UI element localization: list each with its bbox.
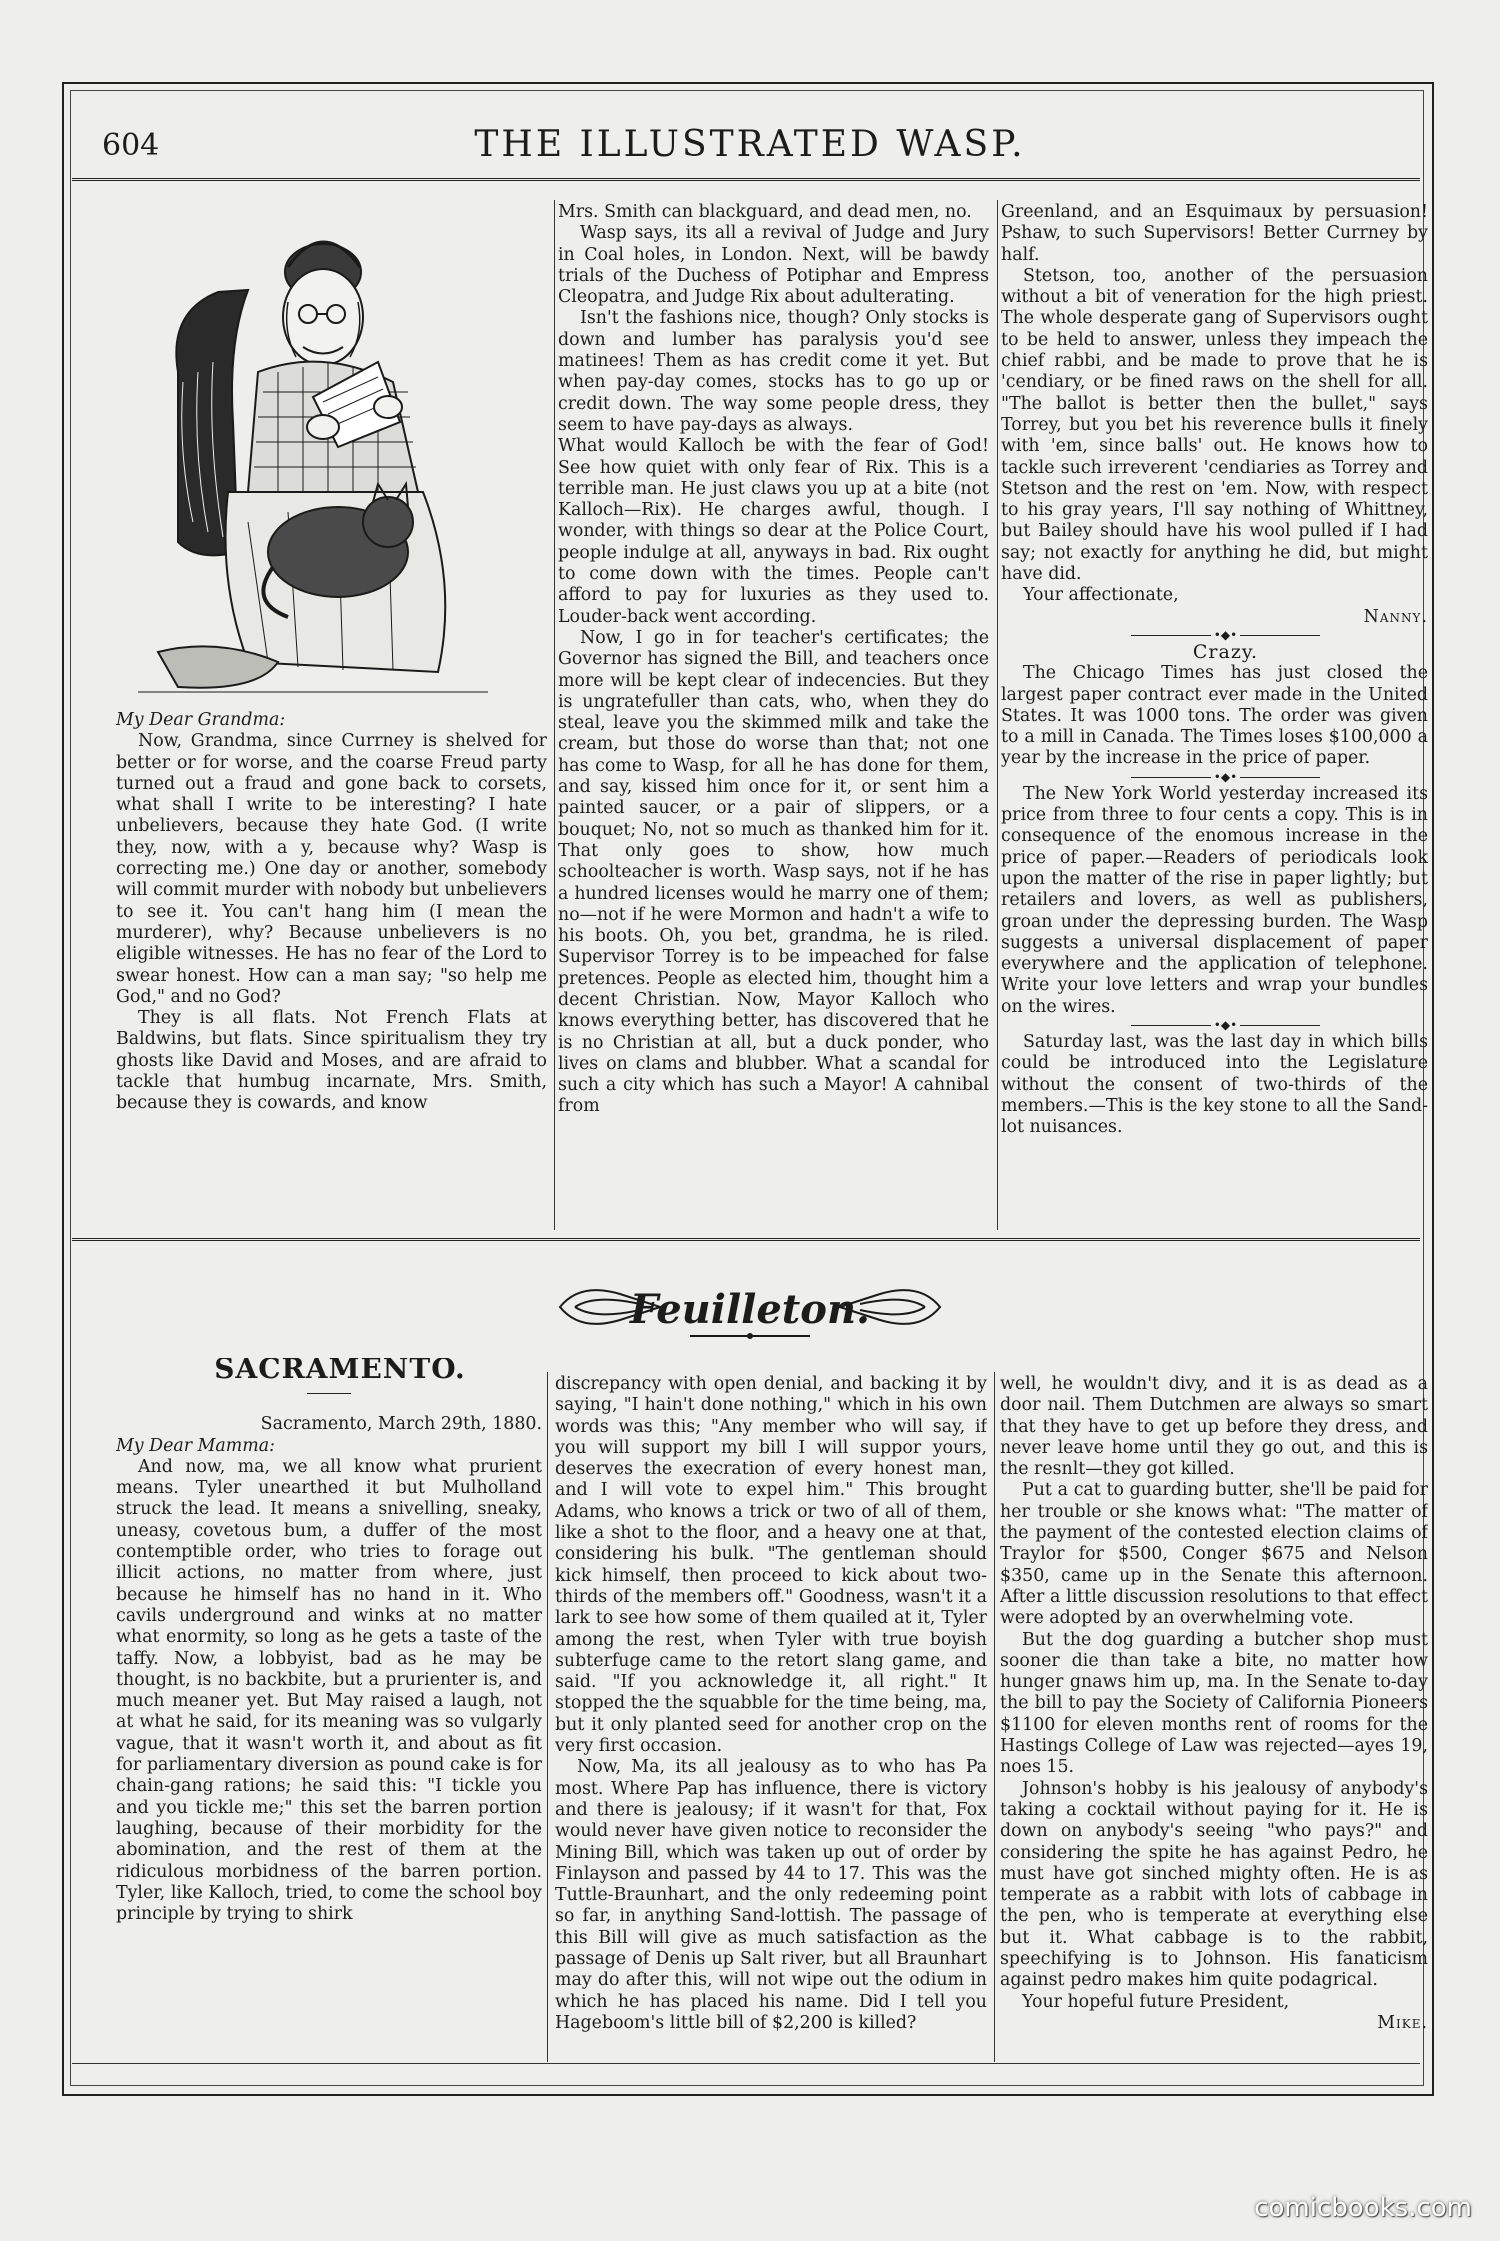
paragraph: Johnson's hobby is his jealousy of anybody's taking a cocktail without paying for it. He is down on anybody's seeing "who pays?" and considering the spite he has against Pedro, he must have got sinched mighty often. He is as temperate as a rabbit with lots of cabbage in the pen, who is temperate at everything else but it. What cabbage is to the rabbit, speechifying is to Johnson. His fanaticism against pedro makes him quite podagrical.: [1000, 1778, 1428, 1991]
sacramento-heading: SACRAMENTO.: [214, 1358, 466, 1385]
paragraph: Now, I go in for teacher's certificates; the Governor has signed the Bill, and teachers once more will be kept clear of indecencies. But they is ungratefuller than cats, who, when they do steal, leave you the skimmed milk and take the cream, but those do worse than that; not one has come to Wasp, for all he has done for them, and say, kissed him once for it, or sent him a painted saucer, or a pair of slippers, or a bouquet; No, not so much as thanked him for it. That only goes to show, how much schoolteacher is worth. Wasp says, not if he has a hundred licenses would he marry one of them; no—not if he were Mormon and hadn't a wife to his boots. Oh, you bet, grandma, he is riled. Supervisor Torrey is to be impeached for false pretences. People as elected him, thought him a decent Christian. Now, Mayor Kalloch who knows everything better, has discovered that he is no Christian at all, but a duck ponder, who lives on clams and blubber. What a scandal for such a city which has such a Mayor! A cahnibal from: [558, 627, 989, 1117]
column-rule-2: [997, 200, 998, 1230]
paragraph: Put a cat to guarding butter, she'll be paid for her trouble or she knows what: "The matter of the payment of the contested election claims of Traylor for $500, Conger $675 and Nelson $350, came up in the Senate this afternoon. After a little discussion resolutions to that effect were adopted by an overwhelming vote.: [1000, 1480, 1428, 1629]
top-column-1: [116, 710, 547, 1230]
section-rule: [72, 1238, 1420, 1241]
ornamental-divider: •◆•: [1001, 770, 1428, 784]
paragraph: The Chicago Times has just closed the largest paper contract ever made in the United States. It was 1000 tons. The order was given to a mill in Canada. The Times loses $100,000 a year by the increase in the price of paper.: [1001, 663, 1428, 769]
column-rule-1: [554, 200, 555, 1230]
salutation: My Dear Grandma:: [116, 710, 286, 730]
bottom-column-3: [1000, 1374, 1428, 2060]
paragraph: well, he wouldn't divy, and it is as dead as a door nail. Them Dutchmen are always so smart that they have to get up before they dress, and never leave home until they go out, and this is the resnlt—they got killed.: [1000, 1374, 1428, 1480]
feuilleton-title: Feuilleton.: [630, 1286, 870, 1333]
dateline: Sacramento, March 29th, 1880.: [260, 1414, 542, 1435]
page-number: 604: [102, 128, 160, 163]
closing: Your hopeful future President,: [1022, 1991, 1290, 2012]
bottom-column-2: [555, 1374, 987, 2060]
header-rule: [72, 178, 1420, 181]
paragraph: Now, Grandma, since Currney is shelved for better or for worse, and the coarse Freud party turned out a fraud and gone back to corsets, what shall I write to be interesting? I hate unbelievers, because they hate God. (I write they, now, with a y, because why? Wasp is correcting me.) One day or another, somebody will commit murder with nobody but unbelievers to see it. You can't hang him (I mean the murderer), why? Because unbelievers is no eligible witnesses. He has no fear of the Lord to swear honest. How can a man say; "so help me God," and no God?: [116, 731, 547, 1007]
paragraph: Mrs. Smith can blackguard, and dead men, no.: [558, 202, 972, 222]
column-rule-3: [547, 1372, 548, 2062]
grandmother-illustration: [138, 222, 488, 700]
paragraph: And now, ma, we all know what prurient means. Tyler unearthed it but Mulholland struck the lead. It means a snivelling, sneaky, uneasy, covetous bum, a duffer of the most contemptible order, who tries to forage out illicit actions, no matter from where, just because he himself has no hand in it. Who cavils underground and winks at no matter what enormity, so long as he gets a taste of the taffy. Now, a lobbyist, bad as he may be thought, is no backbite, but a prurienter is, and much meaner yet. But May raised a laugh, not at what he said, for its meaning was so vulgarly vague, that it wasn't worth it, and about as fit for parliamentary diversion as pound cake is for chain-gang rations; he said this: "I tickle you and you tickle me;" this set the barren portion laughing, because of their morbidity for the abomination, and the rest of them at the ridiculous morbidness of the barren portion. Tyler, like Kalloch, tried, to come the school boy principle by trying to shirk: [116, 1456, 542, 1925]
signature: Nanny.: [1363, 606, 1428, 627]
paragraph: Greenland, and an Esquimaux by persuasion! Pshaw, to such Supervisors! Better Currney by half.: [1001, 202, 1428, 265]
feuilleton-banner: [550, 1272, 950, 1342]
heading-rule: [307, 1393, 351, 1394]
paragraph: What would Kalloch be with the fear of God! See how quiet with only fear of Rix. This is a terrible man. He just claws you up at a bite (not Kalloch—Rix). He charges awful, though. I wonder, with things so dear at the Police Court, people indulge at all, anyways in bad. Rix ought to come down with the times. People can't afford to pay for luxuries as they used to. Louder-back went according.: [558, 436, 989, 627]
paragraph: Isn't the fashions nice, though? Only stocks is down and lumber has paralysis you'd see matinees! Them as has credit come it yet. But when pay-day comes, stocks has to go up or credit down. The way some people dress, they seem to have pay-days as always.: [558, 308, 989, 435]
paragraph: But the dog guarding a butcher shop must sooner die than take a bite, no matter how hunger gnaws him up, ma. In the Senate to-day the bill to pay the Society of California Pioneers $1100 for eleven months rent of rooms for the Hastings College of Law was rejected—ayes 19, noes 15.: [1000, 1629, 1428, 1778]
crazy-heading: Crazy.: [1192, 640, 1259, 663]
ornamental-divider: •◆•: [1001, 1018, 1428, 1032]
closing: Your affectionate,: [1023, 585, 1179, 606]
paragraph: The New York World yesterday increased its price from three to four cents a copy. This is in consequence of the enomous increase in the price of paper.—Readers of periodicals look upon the matter of the rise in paper lightly; but retailers and lovers, as well as publishers, groan under the depressing burden. The Wasp suggests a universal displacement of paper everywhere and the application of telephone. Write your love letters and wrap your bundles on the wires.: [1001, 783, 1428, 1017]
watermark: comicbooks.com: [1254, 2193, 1472, 2223]
bottom-column-1: [116, 1358, 542, 2058]
signature: Mike.: [1377, 2012, 1428, 2033]
top-column-3: [1001, 202, 1428, 1232]
paragraph: Stetson, too, another of the persuasion without a bit of veneration for the high priest. The whole desperate gang of Supervisors ought to be held to answer, unless they impeach the chief rabbi, and be made to prove that he is 'cendiary, or be fined raws on the shell for all. "The ballot is better then the bullet," says Torrey, but you bet his reverence bulls it finely with 'em, since balls' out. He knows how to tackle such irreverent 'cendiaries as Torrey and Stetson and the rest on 'em. Now, with respect to his gray years, I'll say nothing of Whittney, but Bailey should have his wool pulled if I had say; not exactly for anything he did, but might have did.: [1001, 265, 1428, 585]
paragraph: discrepancy with open denial, and backing it by saying, "I hain't done nothing," which in his own words was this; "Any member who will say, if you will support my bill I will suppor yours, deserves the execration of every honest man, and I will vote to expel him." This brought Adams, who knows a trick or two of all of them, like a shot to the floor, and a heavy one at that, considering his bulk. "The gentleman should kick himself, then proceed to kick about two-thirds of the members off." Goodness, wasn't it a lark to see how some of them quailed at it, Tyler among the rest, when Tyler with true boyish subterfuge came to the retort slang game, and said. "If you acknowledge it, all right." It stopped the the squabble for the time being, ma, but it only planted seed for another crop on the very first occasion.: [555, 1374, 987, 1757]
paragraph: Saturday last, was the last day in which bills could be introduced into the Legislature without the consent of two-thirds of the members.—This is the key stone to all the Sand-lot nuisances.: [1001, 1031, 1428, 1138]
ornamental-divider: •◆•: [1001, 628, 1428, 642]
top-column-2: [558, 202, 989, 1232]
masthead-title: THE ILLUSTRATED WASP.: [474, 124, 1026, 165]
paragraph: Now, Ma, its all jealousy as to who has Pa most. Where Pap has influence, there is victory and there is jealousy; if it wasn't for that, Fox would never have given notice to reconsider the Mining Bill, which was taken up out of order by Finlayson and passed by 44 to 17. This was the Tuttle-Braunhart, and the only redeeming point so far, in anything Sand-lottish. The passage of this Bill will give as much satisfaction as the passage of Denis up Salt river, but all Braunhart may do after this, will not wipe out the odium in which he has placed his name. Did I tell you Hageboom's little bill of $2,200 is killed?: [555, 1757, 987, 2033]
column-rule-4: [994, 1372, 995, 2062]
paragraph: Wasp says, its all a revival of Judge and Jury in Coal holes, in London. Next, will be bawdy trials of the Duchess of Potiphar and Empress Cleopatra, and Judge Rix about adulterating.: [558, 223, 989, 308]
paragraph: They is all flats. Not French Flats at Baldwins, but flats. Since spiritualism they try ghosts like David and Moses, and are afraid to tackle that humbug incarnate, Mrs. Smith, because they is cowards, and know: [116, 1008, 547, 1114]
salutation: My Dear Mamma:: [116, 1435, 275, 1456]
bottom-rule: [72, 2063, 1420, 2064]
